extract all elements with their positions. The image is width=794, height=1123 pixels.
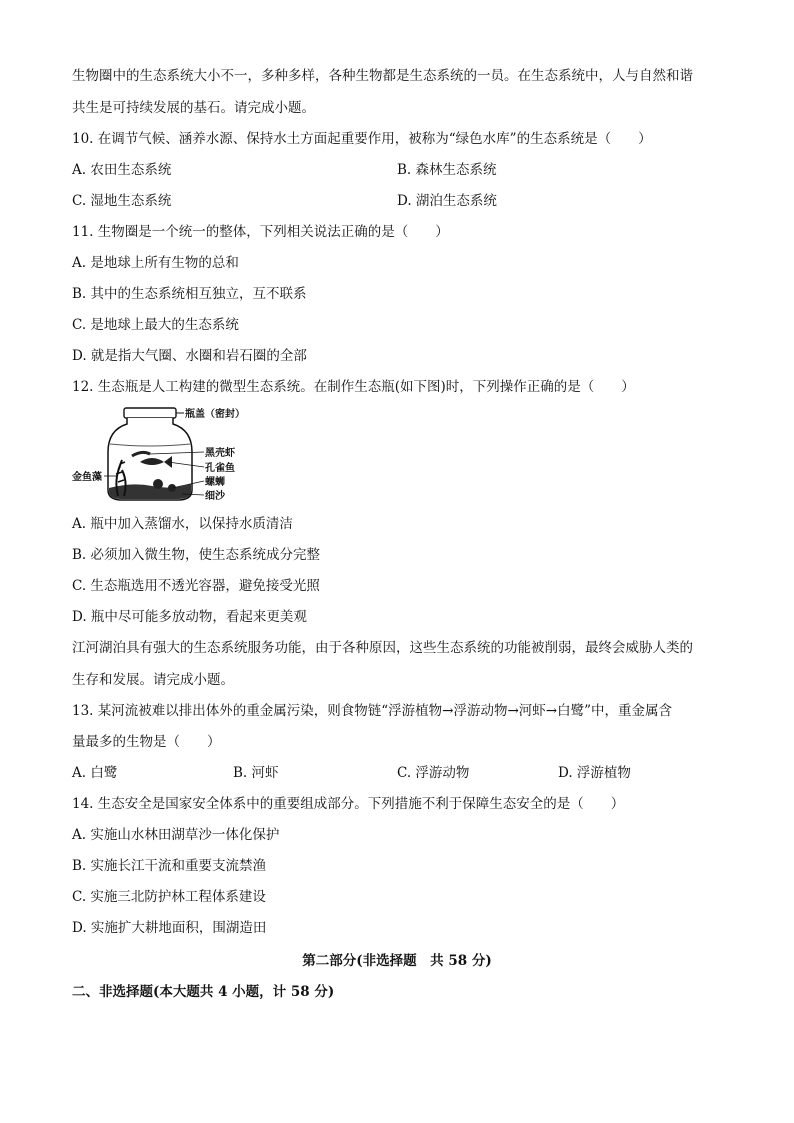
option-a: A. 白鹭 [72,765,118,781]
option-b: B. 其中的生态系统相互独立，互不联系 [72,286,307,302]
question-stem: 10. 在调节气候、涵养水源、保持水土方面起重要作用，被称为“绿色水库”的生态系统是（ ） [72,131,652,147]
option-a: A. 是地球上所有生物的总和 [72,255,239,271]
option-d: D. 瓶中尽可能多放动物，看起来更美观 [72,609,307,625]
section-heading: 二、非选择题(本大题共 4 小题，计 58 分) [72,984,335,1000]
option-c: C. 是地球上最大的生态系统 [72,317,239,333]
label-shrimp: 黑壳虾 [205,448,235,459]
question-stem: 12. 生态瓶是人工构建的微型生态系统。在制作生态瓶(如下图)时，下列操作正确的是（ ） [72,379,635,395]
label-fish: 孔雀鱼 [205,463,235,474]
question-stem: 13. 某河流被难以排出体外的重金属污染，则食物链“浮游植物→浮游动物→河虾→白鹭”中，重金属含 [72,703,672,719]
ecobottle-figure [72,404,262,504]
option-c: C. 浮游动物 [397,765,470,781]
option-b: B. 森林生态系统 [397,162,497,178]
question-stem: 11. 生物圈是一个统一的整体，下列相关说法正确的是（ ） [72,224,449,240]
part-two-title: 第二部分(非选择题 共 58 分) [302,953,492,969]
option-d: D. 实施扩大耕地面积，围湖造田 [72,920,267,936]
option-a: A. 农田生态系统 [72,162,172,178]
option-c: C. 实施三北防护林工程体系建设 [72,889,266,905]
label-lid: 瓶盖（密封） [185,409,245,420]
snail-shape [153,479,163,489]
label-sand: 细沙 [205,491,225,502]
question-stem: 14. 生态安全是国家安全体系中的重要组成部分。下列措施不利于保障生态安全的是（ ） [72,796,625,812]
label-weed: 金鱼藻 [72,472,102,483]
option-d: D. 湖泊生态系统 [397,193,497,209]
option-b: B. 河虾 [233,765,279,781]
bottle-lid-shape [124,408,176,418]
option-c: C. 湿地生态系统 [72,193,172,209]
intro-line: 共生是可持续发展的基石。请完成小题。 [72,100,315,116]
label-snail: 螺蛳 [205,477,225,488]
intro-line: 生存和发展。请完成小题。 [72,672,234,688]
option-a: A. 实施山水林田湖草沙一体化保护 [72,827,280,843]
option-b: B. 实施长江干流和重要支流禁渔 [72,858,267,874]
intro-line: 生物圈中的生态系统大小不一，多种多样，各种生物都是生态系统的一员。在生态系统中，人与自然和谐 [72,68,693,84]
question-stem-cont: 量最多的生物是（ ） [72,734,221,750]
option-d: D. 就是指大气圈、水圈和岩石圈的全部 [72,348,307,364]
option-a: A. 瓶中加入蒸馏水，以保持水质清洁 [72,516,293,532]
option-c: C. 生态瓶选用不透光容器，避免接受光照 [72,578,320,594]
option-b: B. 必须加入微生物，使生态系统成分完整 [72,547,321,563]
intro-line: 江河湖泊具有强大的生态系统服务功能，由于各种原因，这些生态系统的功能被削弱，最终会威胁人类的 [72,640,693,656]
option-d: D. 浮游植物 [558,765,631,781]
